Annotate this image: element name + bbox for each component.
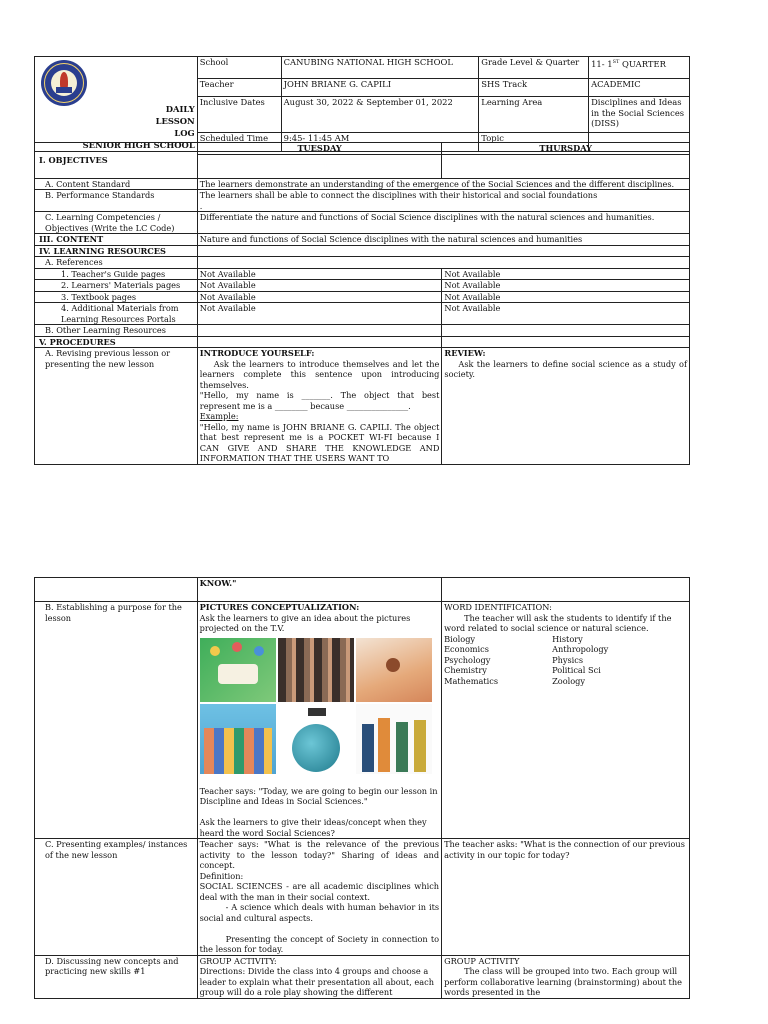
ref-additional-label: 4. Additional Materials from Learning Resources Portals [35,303,198,325]
word-item: Economics [444,644,489,654]
procedures-label: V. PROCEDURES [35,336,198,348]
ref-learners-materials-thu: Not Available [442,280,690,292]
header-title-cell [35,57,198,152]
time-label: Scheduled Time [197,133,281,152]
ref-learners-materials-label: 2. Learners' Materials pages [35,280,198,292]
intro-example-label: Example: [199,411,239,421]
word-id-instruction: The teacher will ask the students to identify if the word related to social science or natural science. [444,612,672,633]
review-instruction: Ask the learners to define social science as a study of society. [444,358,687,379]
workers-image [356,704,432,774]
ref-teachers-guide-tue: Not Available [197,268,442,280]
diverse-people-image [200,704,276,774]
procedure-b-thursday [442,602,690,839]
deped-seal-logo [41,60,87,106]
pictures-collage [200,638,439,786]
title-line-shs: SENIOR HIGH SCHOOL [82,140,195,150]
ref-teachers-guide-thu: Not Available [442,268,690,280]
pictures-title: PICTURES CONCEPTUALIZATION: [199,602,360,612]
content-standard-value: The learners demonstrate an understanding of the emergence of the Social Sciences and the different disciplines. [197,178,689,190]
procedure-b-tuesday [197,602,441,839]
procedure-a-label: A. Revising previous lesson or presenting the new lesson [35,348,198,465]
word-item: Mathematics [444,675,499,686]
intro-example: "Hello, my name is JOHN BRIANE G. CAPILI. The object that best represent me is a POCKET WI-FI because I CAN GIVE AND SHARE THE KNOWLEDGE AND INFORMATION THAT THE USERS WANT TO [199,421,440,463]
teacher-value: JOHN BRIANE G. CAPILI [281,78,479,97]
title-line-log: LOG [174,128,195,138]
ref-learners-materials-tue: Not Available [197,280,442,292]
review-title: REVIEW: [444,348,486,358]
globe-education-image [278,704,354,774]
other-resources-label: B. Other Learning Resources [35,325,198,337]
relevance-question: Teacher says: "What is the relevance of the previous activity to the lesson today?" Sharing of ideas and concept. [199,839,440,870]
crowd-image [278,638,354,702]
procedure-c-tuesday [197,839,441,956]
references-label: A. References [35,257,198,269]
word-item: Psychology [444,654,491,665]
group-activity-title-tue: GROUP ACTIVITY: [199,955,277,966]
intro-instruction: Ask the learners to introduce themselves and let the learners complete this sentence upon introducing themselves. [199,358,440,390]
word-id-title: WORD IDENTIFICATION: [444,602,552,612]
content-label: III. CONTENT [35,234,198,246]
competencies-value: Differentiate the nature and functions of Social Science disciplines with the natural sciences and humanities. [197,212,689,234]
procedure-a-tuesday [197,348,442,465]
school-label: School [197,57,281,79]
resources-label: IV. LEARNING RESOURCES [35,245,198,257]
word-item: Physics [552,654,584,665]
science-icons-image [200,638,276,702]
ref-additional-thu: Not Available [442,303,690,325]
ask-ideas: Ask the learners to give their ideas/concept when they heard the word Social Sciences? [199,817,427,838]
performance-value: The learners shall be able to connect the disciplines with their historical and social foundations . [197,190,689,212]
objectives-heading: I. OBJECTIVES [35,143,198,179]
group-activity-directions-thu: The class will be grouped into two. Each group will perform collaborative learning (brainstorming) about the words presented in the [444,966,682,997]
dll-page2-table [34,577,690,999]
procedure-b-label: B. Establishing a purpose for the lesson [35,602,198,839]
dates-label: Inclusive Dates [197,97,281,133]
connection-question: The teacher asks: "What is the connection of our previous activity in our topic for today? [444,839,685,860]
dates-value: August 30, 2022 & September 01, 2022 [281,97,479,133]
ref-textbook-thu: Not Available [442,291,690,303]
ref-textbook-tue: Not Available [197,291,442,303]
social-sciences-definition: SOCIAL SCIENCES - are all academic disciplines which deal with the man in their social context. [199,881,440,902]
intro-title: INTRODUCE YOURSELF: [199,348,315,358]
track-value: ACADEMIC [589,78,690,97]
procedure-d-thursday [442,955,690,998]
group-activity-title-thu: GROUP ACTIVITY [444,955,520,966]
dll-main-table [34,142,690,465]
title-line-lesson: LESSON [155,116,195,126]
teacher-says-today: Teacher says: "Today, we are going to begin our lesson in Discipline and Ideas in Social Sciences." [199,785,438,806]
topic-label: Topic [479,133,589,152]
procedure-c-label: C. Presenting examples/ instances of the new lesson [35,839,198,956]
grade-value: 11- 1ST QUARTER [589,57,690,79]
competencies-label: C. Learning Competencies / Objectives (Write the LC Code) [35,212,198,234]
procedure-d-label: D. Discussing new concepts and practicing new skills #1 [35,955,198,998]
time-value: 9:45- 11:45 AM [281,133,479,152]
intro-sentence: "Hello, my name is _______. The object that best represent me is a ________ because _______________. [199,390,440,411]
pictures-instruction: Ask the learners to give an idea about the pictures projected on the T.V. [199,612,411,633]
performance-label: B. Performance Standards [35,190,198,212]
content-value: Nature and functions of Social Science disciplines with the natural sciences and humanities [197,234,689,246]
word-item: Biology [444,633,476,644]
social-sciences-definition-2: - A science which deals with human behavior in its social and cultural aspects. [199,902,440,923]
track-label: SHS Track [479,78,589,97]
area-label: Learning Area [479,97,589,133]
word-item: Anthropology [552,644,609,654]
content-standard-label: A. Content Standard [35,178,198,190]
area-value: Disciplines and Ideas in the Social Sciences (DISS) [589,97,690,133]
title-line-daily: DAILY [165,104,195,114]
ref-additional-tue: Not Available [197,303,442,325]
header-table [34,56,690,152]
word-item: Chemistry [444,665,487,675]
intro-continued: KNOW." [197,578,441,602]
word-item: Political Sci [552,665,601,675]
procedure-d-tuesday [197,955,441,998]
school-value: CANUBING NATIONAL HIGH SCHOOL [281,57,479,79]
ref-textbook-label: 3. Textbook pages [35,291,198,303]
word-list [444,634,687,687]
procedure-c-thursday [442,839,690,956]
day-thursday: THURSDAY [442,143,690,155]
day-tuesday: TUESDAY [197,143,442,155]
ref-teachers-guide-label: 1. Teacher's Guide pages [35,268,198,280]
group-activity-directions-tue: Directions: Divide the class into 4 groups and choose a leader to explain what their presentation all about, each group will do a role play showing the different [199,966,435,997]
teacher-label: Teacher [197,78,281,97]
grade-label: Grade Level & Quarter [479,57,589,79]
society-concept: Presenting the concept of Society in connection to the lesson for today. [199,933,440,954]
people-network-image [356,638,432,702]
definition-label: Definition: [199,870,244,881]
word-item: Zoology [552,675,586,686]
procedure-a-thursday [442,348,690,465]
word-item: History [552,633,583,644]
